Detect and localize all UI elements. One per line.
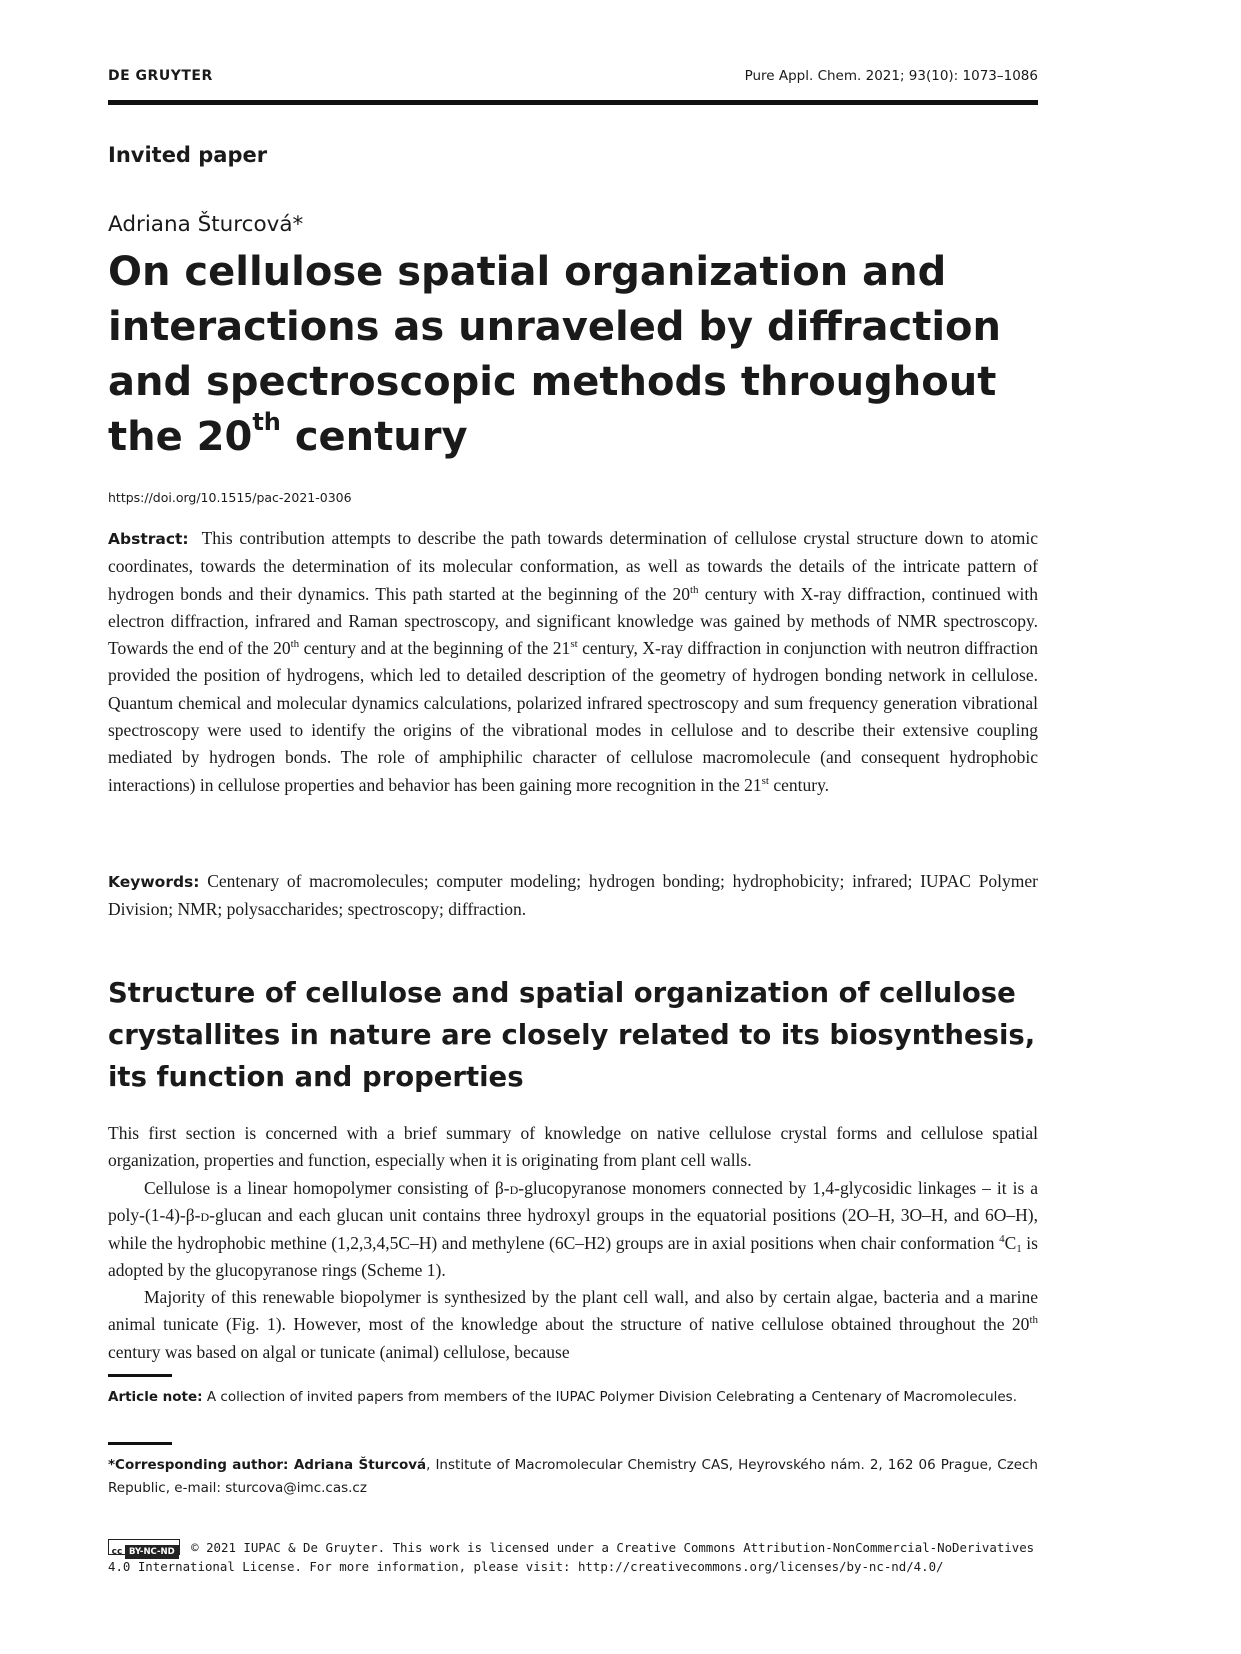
para2-text-d: is adopted by the glucopyranose rings (Scheme 1). <box>108 1232 1038 1280</box>
abstract-text-2: century with X-ray diffraction, continued with electron diffraction, infrared and Raman spectroscopy, and significant knowledge was gained by methods of NMR spectroscopy. Towards the end of the 20 <box>108 583 1038 659</box>
para2-smallcap-d1: d <box>509 1178 519 1198</box>
para3-text-a: Majority of this renewable biopolymer is synthesized by the plant cell wall, and also by certain algae, bacteria and a marine animal tunicate (Fig. 1). However, most of the knowledge about the structure of native cellulose obtained throughout the 20 <box>108 1287 1038 1335</box>
running-header <box>108 68 1038 88</box>
abstract-text-4: century, X-ray diffraction in conjunction with neutron diffraction provided the position of hydrogens, which led to detailed description of the geometry of hydrogen bonding network in cellulose. Quantum chemical and molecular dynamics calculations, polarized infrared spectroscopy and sum frequency generation vibrational spectroscopy were used to identify the origins of the vibrational modes in cellulose and to describe their extensive coupling mediated by hydrogen bonds. The role of amphiphilic character of cellulose macromolecule (and consequent hydrophobic interactions) in cellulose properties and behavior has been gaining more recognition in the 21 <box>108 638 1039 795</box>
publisher-name: DE GRUYTER <box>108 68 213 84</box>
cc-license-tag: BY-NC-ND <box>125 1545 179 1559</box>
para2-sup: 4 <box>999 1232 1005 1245</box>
para3-sup: th <box>1029 1314 1038 1327</box>
journal-citation: Pure Appl. Chem. 2021; 93(10): 1073–1086 <box>744 68 1038 84</box>
paper-title <box>108 245 1038 465</box>
abstract-sup-1: th <box>689 583 699 596</box>
abstract-label: Abstract: <box>108 530 189 548</box>
license-statement <box>108 1538 1038 1576</box>
para2-text-c: -glucan and each glucan unit contains three hydroxyl groups in the equatorial positions (2O–H, 3O–H, and 6O–H), while the hydrophobic methine (1,2,3,4,5C–H) and methylene (6C–H2) groups are in axial positions when chair conformation <box>108 1205 1038 1253</box>
header-rule <box>108 100 1038 105</box>
abstract-sup-4: st <box>761 774 769 787</box>
abstract-text-1: This contribution attempts to describe the path towards determination of cellulose crystal structure down to atomic coordinates, towards the determination of its molecular conformation, as well as towards the details of the intricate pattern of hydrogen bonds and their dynamics. This path started at the beginning of the 20 <box>108 528 1038 604</box>
para2-text-c2: C <box>1004 1232 1017 1253</box>
corresponding-label: *Corresponding author: Adriana Šturcová <box>108 1457 427 1473</box>
section-heading: Structure of cellulose and spatial organization of cellulose crystallites in nature are closely related to its biosynthesis, its function and properties <box>108 977 1036 1093</box>
para3-text-b: century was based on algal or tunicate (animal) cellulose, because <box>108 1341 570 1362</box>
abstract-text-5: century. <box>768 774 830 795</box>
title-main: On cellulose spatial organization and interactions as unraveled by diffraction and spectroscopic methods throughout the 20 <box>108 249 1001 460</box>
corresponding-author-note <box>108 1454 1038 1500</box>
para2-text-b: -glucopyranose monomers connected by 1,4-glycosidic linkages – it is a poly-(1-4)-β- <box>108 1178 1038 1226</box>
paper-type: Invited paper <box>108 143 268 167</box>
abstract <box>108 525 1038 799</box>
cc-license-icon[interactable] <box>108 1539 180 1555</box>
footnote-rule-2 <box>108 1442 172 1445</box>
para2-text-a: Cellulose is a linear homopolymer consisting of β- <box>144 1178 510 1198</box>
body-paragraph-2 <box>108 1175 1038 1284</box>
abstract-sup-3: st <box>570 638 578 651</box>
footnote-rule-1 <box>108 1374 172 1377</box>
doi-link[interactable]: https://doi.org/10.1515/pac-2021-0306 <box>108 490 352 505</box>
license-text: © 2021 IUPAC & De Gruyter. This work is licensed under a Creative Commons Attribution-NonCommercial-NoDerivatives 4.0 International License. For more information, please visit: http://creativecommons.org/licenses/by-nc-nd/4.0/ <box>108 1540 1035 1574</box>
article-note-text: A collection of invited papers from members of the IUPAC Polymer Division Celebrating a Centenary of Macromolecules. <box>202 1389 1018 1405</box>
cc-logo: cc <box>111 1547 123 1557</box>
author-name: Adriana Šturcová* <box>108 212 304 237</box>
para2-sub: 1 <box>1016 1242 1022 1255</box>
body-paragraph-1: This first section is concerned with a brief summary of knowledge on native cellulose crystal forms and cellulose spatial organization, properties and function, especially when it is originating from plant cell walls. <box>108 1123 1038 1171</box>
abstract-sup-2: th <box>290 638 300 651</box>
keywords <box>108 868 1038 924</box>
body-paragraph-3 <box>108 1284 1038 1366</box>
keywords-label: Keywords: <box>108 873 200 891</box>
article-note-label: Article note: <box>108 1389 203 1405</box>
para2-smallcap-d2: d <box>200 1205 210 1226</box>
corresponding-text: , Institute of Macromolecular Chemistry CAS, Heyrovského nám. 2, 162 06 Prague, Czech Republic, e-mail: sturcova@imc.cas.cz <box>108 1457 1038 1496</box>
title-tail: century <box>280 414 468 460</box>
abstract-text-3: century and at the beginning of the 21 <box>299 638 571 659</box>
article-note <box>108 1386 1038 1409</box>
keywords-text: Centenary of macromolecules; computer modeling; hydrogen bonding; hydrophobicity; infrared; IUPAC Polymer Division; NMR; polysaccharides; spectroscopy; diffraction. <box>108 871 1038 920</box>
title-superscript: th <box>252 408 281 436</box>
